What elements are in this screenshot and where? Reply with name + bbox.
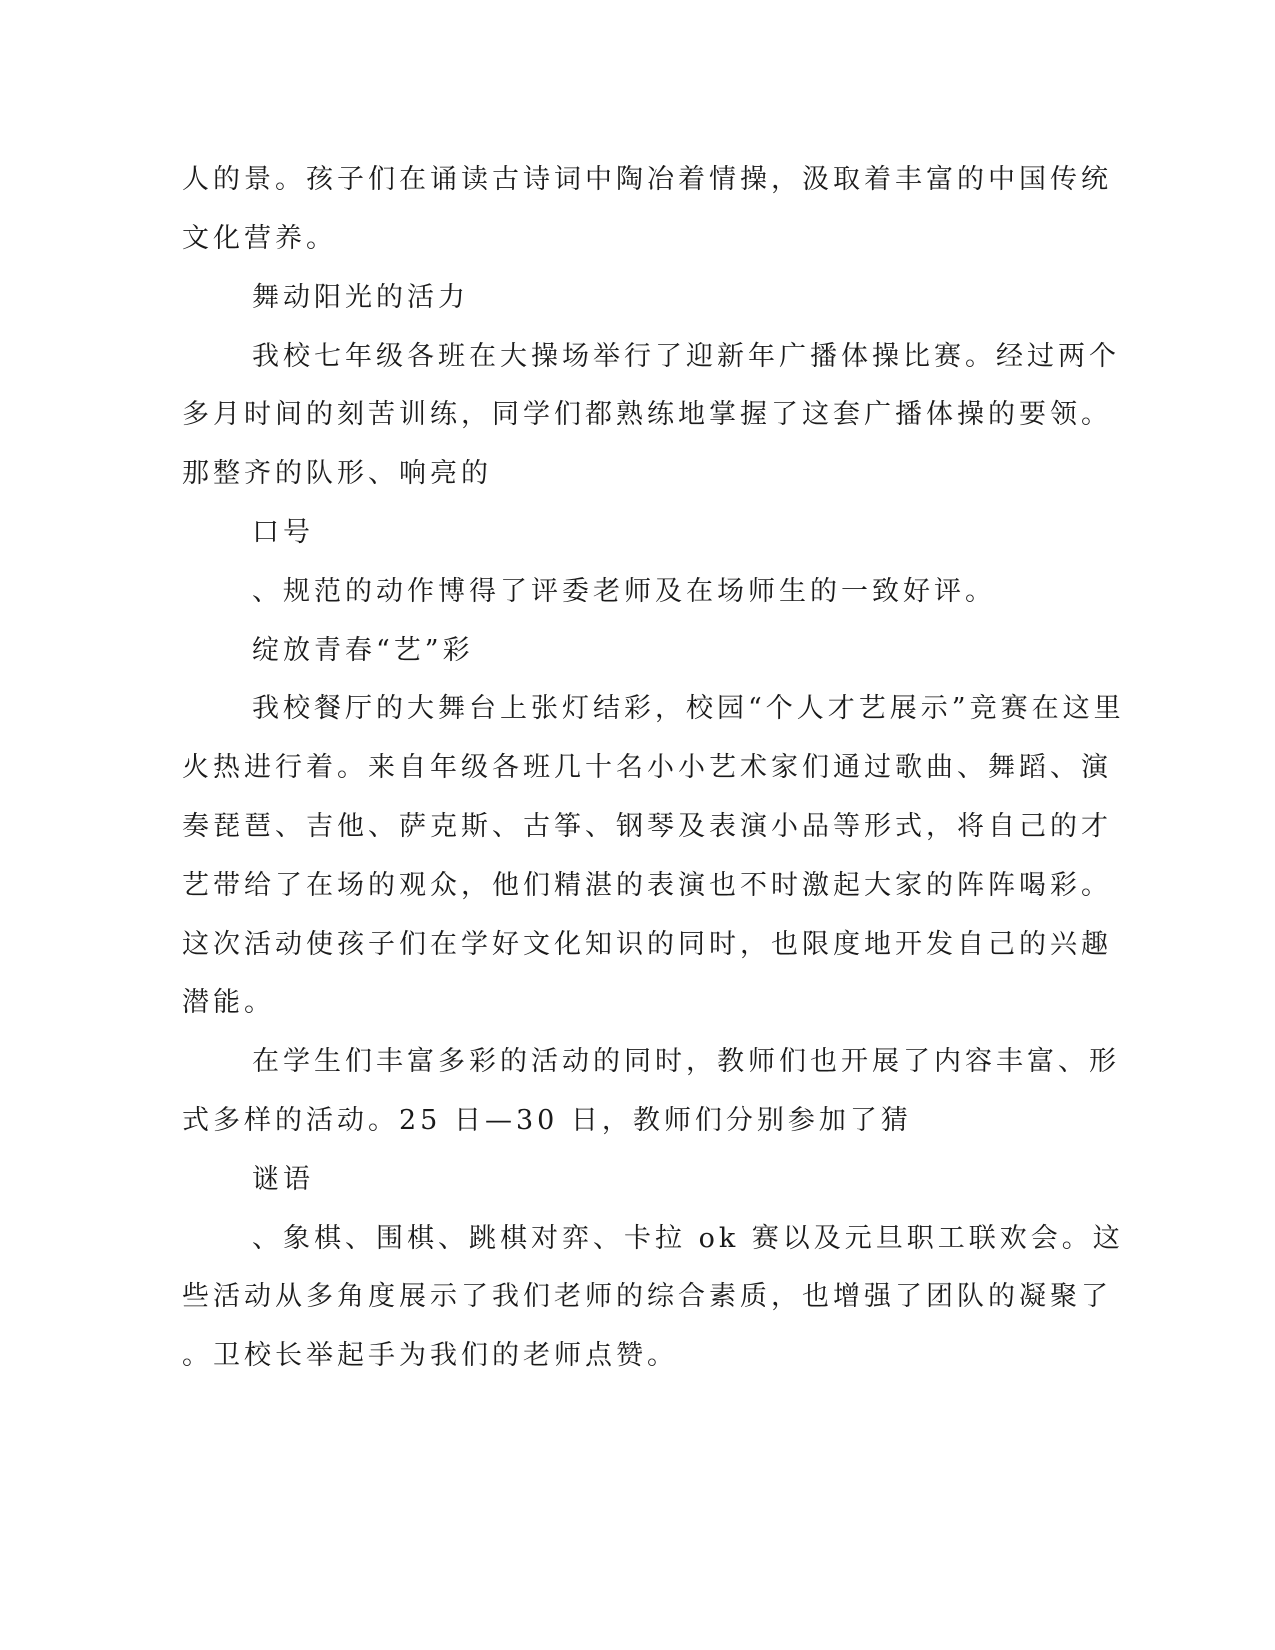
- text-line: 口号: [252, 517, 314, 548]
- section-heading: 绽放青春“艺”彩: [252, 635, 474, 666]
- text-line: 些活动从多角度展示了我们老师的综合素质，也增强了团队的凝聚了: [182, 1281, 1112, 1312]
- text-line: 我校餐厅的大舞台上张灯结彩，校园“个人才艺展示”竞赛在这里: [252, 693, 1125, 724]
- text-line: 。卫校长举起手为我们的老师点赞。: [182, 1340, 678, 1371]
- text-line: 奏琵琶、吉他、萨克斯、古筝、钢琴及表演小品等形式，将自己的才: [182, 811, 1112, 842]
- text-line: 那整齐的队形、响亮的: [182, 458, 492, 489]
- text-line: 我校七年级各班在大操场举行了迎新年广播体操比赛。经过两个: [252, 341, 1120, 372]
- text-line: 多月时间的刻苦训练，同学们都熟练地掌握了这套广播体操的要领。: [182, 399, 1112, 430]
- text-line: 潜能。: [182, 987, 275, 1018]
- text-line: 式多样的活动。25 日—30 日，教师们分别参加了猜: [182, 1105, 912, 1136]
- text-line: 火热进行着。来自年级各班几十名小小艺术家们通过歌曲、舞蹈、演: [182, 752, 1112, 783]
- text-line: 在学生们丰富多彩的活动的同时，教师们也开展了内容丰富、形: [252, 1046, 1120, 1077]
- text-line: 人的景。孩子们在诵读古诗词中陶冶着情操，汲取着丰富的中国传统: [182, 164, 1112, 195]
- text-line: 、规范的动作博得了评委老师及在场师生的一致好评。: [252, 576, 996, 607]
- text-line: 艺带给了在场的观众，他们精湛的表演也不时激起大家的阵阵喝彩。: [182, 870, 1112, 901]
- text-line: 文化营养。: [182, 223, 337, 254]
- text-line: 这次活动使孩子们在学好文化知识的同时，也限度地开发自己的兴趣: [182, 929, 1112, 960]
- text-line: 、象棋、围棋、跳棋对弈、卡拉 ok 赛以及元旦职工联欢会。这: [252, 1223, 1124, 1254]
- section-heading: 舞动阳光的活力: [252, 282, 469, 313]
- text-line: 谜语: [252, 1164, 314, 1195]
